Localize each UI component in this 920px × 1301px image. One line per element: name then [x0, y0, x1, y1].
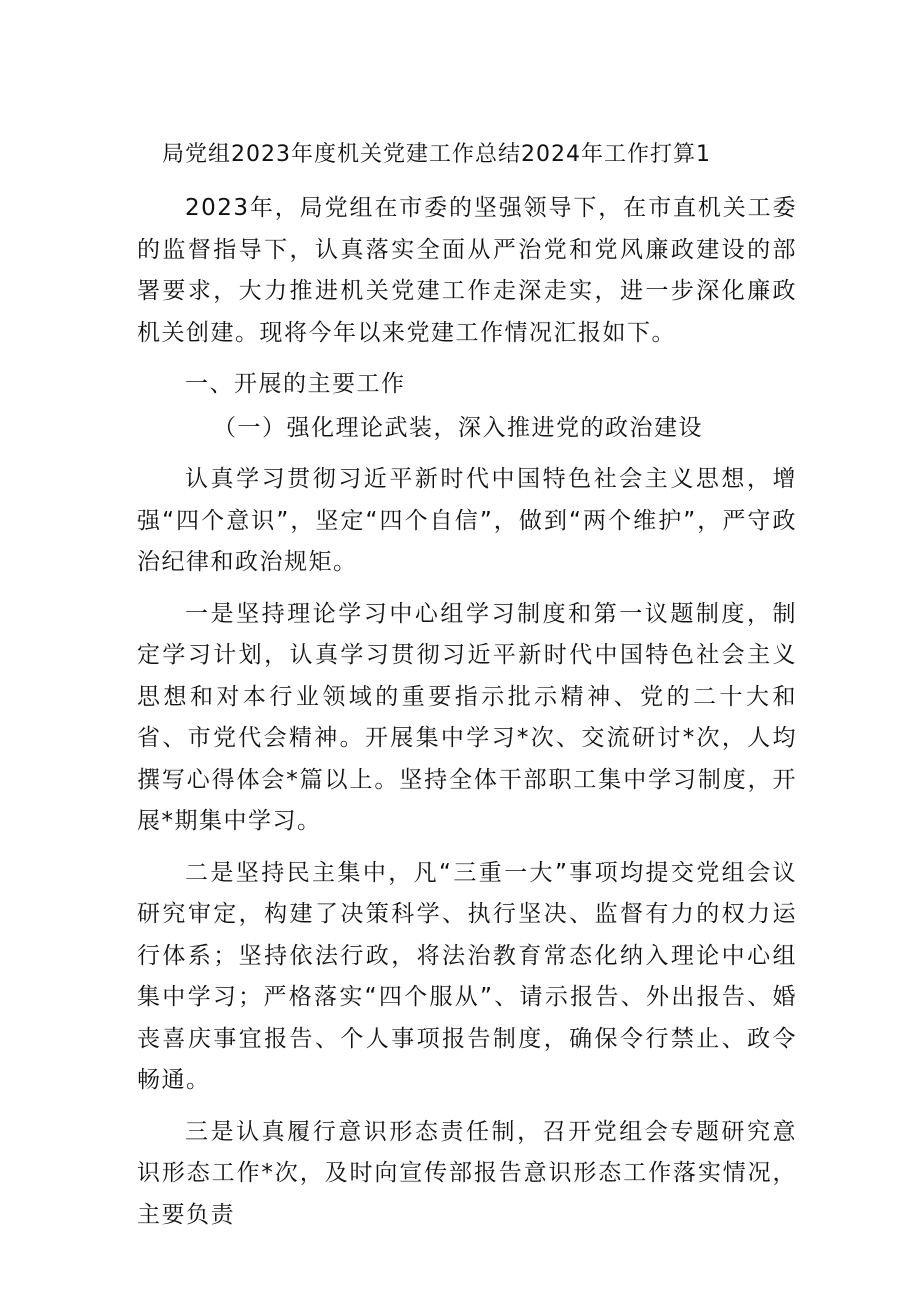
point-2-paragraph: 二是坚持民主集中，凡“三重一大”事项均提交党组会议研究审定，构建了决策科学、执行坚决、监督有力的权力运行体系；坚持依法行政，将法治教育常态化纳入理论中心组集中学习；严格落实“四个服从”、请示报告、外出报告、婚丧喜庆事宜报告、个人事项报告制度，确保令行禁止、政令畅通。 [137, 859, 797, 1093]
document-title: 局党组2023年度机关党建工作总结2024年工作打算1 [162, 142, 711, 167]
point-3-paragraph: 三是认真履行意识形态责任制，召开党组会专题研究意识形态工作*次，及时向宣传部报告意识形态工作落实情况，主要负责 [137, 1118, 797, 1228]
subsection-intro-paragraph: 认真学习贯彻习近平新时代中国特色社会主义思想，增强“四个意识”，坚定“四个自信”，做到“两个维护”，严守政治纪律和政治规矩。 [137, 466, 797, 575]
section-heading: 一、开展的主要工作 [185, 371, 406, 397]
point-1-paragraph: 一是坚持理论学习中心组学习制度和第一议题制度，制定学习计划，认真学习贯彻习近平新时代中国特色社会主义思想和对本行业领域的重要指示批示精神、党的二十大和省、市党代会精神。开展集中学习*次、交流研讨*次，人均撰写心得体会*篇以上。坚持全体干部职工集中学习制度，开展*期集中学习。 [137, 600, 797, 834]
intro-paragraph: 2023年，局党组在市委的坚强领导下，在市直机关工委的监督指导下，认真落实全面从严治党和党风廉政建设的部署要求，大力推进机关党建工作走深走实，进一步深化廉政机关创建。现将今年以来党建工作情况汇报如下。 [137, 195, 797, 346]
document-body [137, 188, 797, 1236]
subsection-heading: （一）强化理论武装，深入推进党的政治建设 [213, 414, 703, 441]
